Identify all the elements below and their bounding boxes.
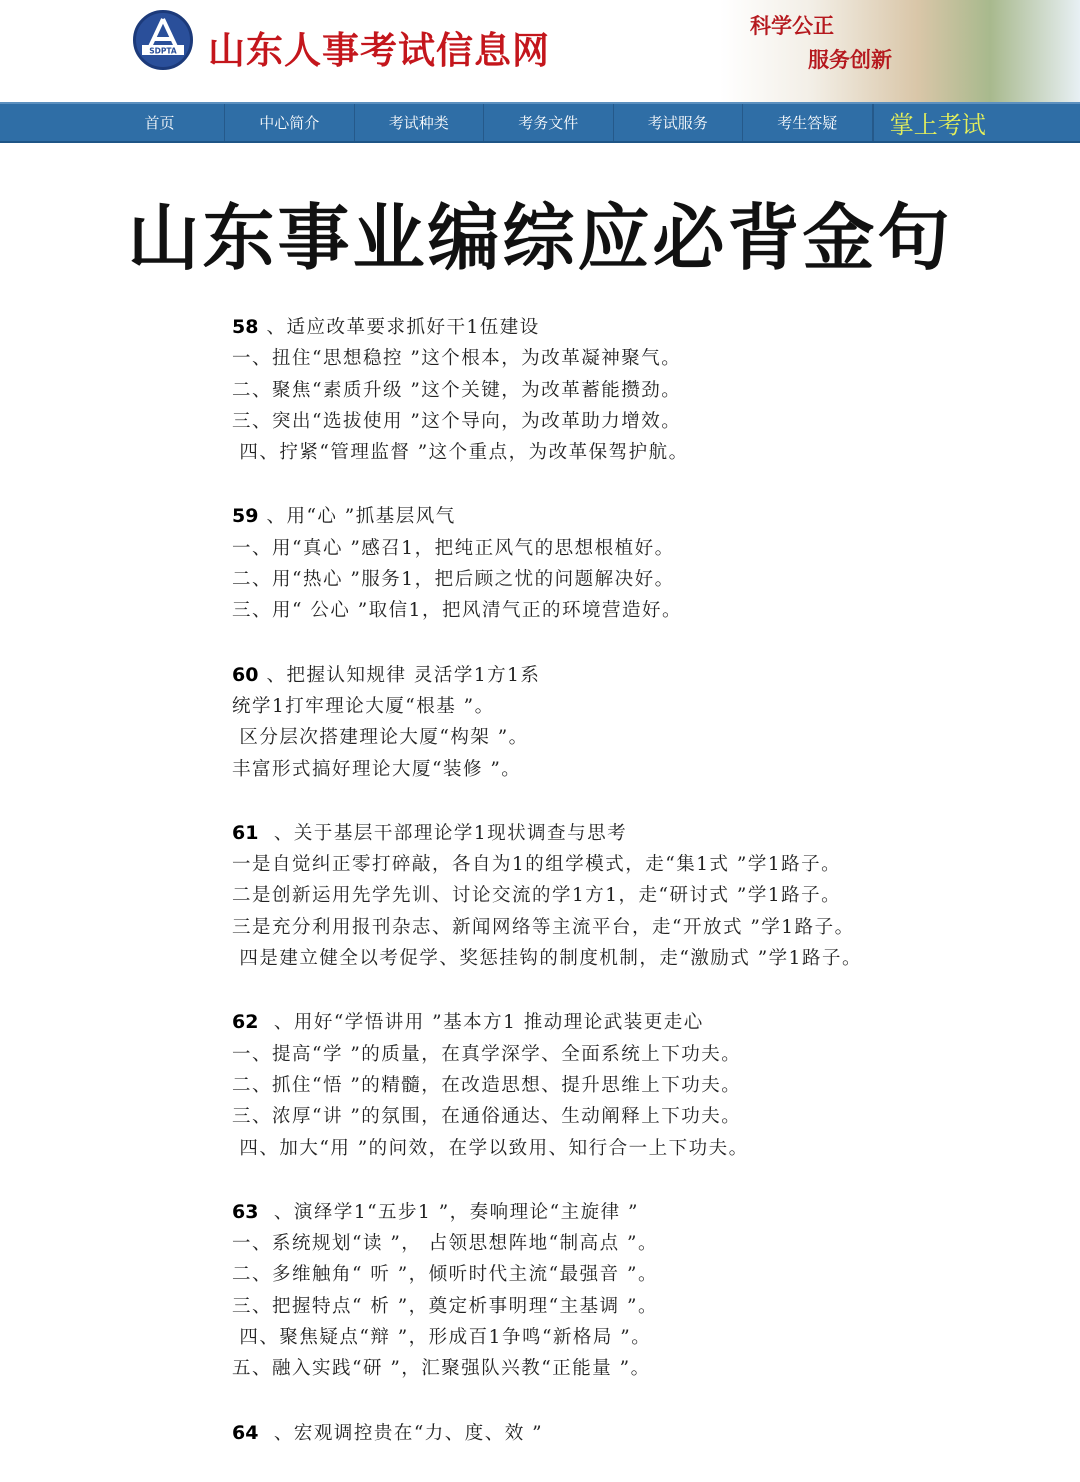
section-heading-text: 、关于基层干部理论学1现状调查与思考 bbox=[266, 822, 628, 844]
section-number: 63 bbox=[232, 1200, 259, 1223]
section-heading bbox=[232, 1197, 1052, 1228]
quote-section bbox=[232, 1418, 1052, 1449]
section-heading-text: 、把握认知规律 灵活学1方1系 bbox=[266, 664, 541, 686]
section-line: 三、突出“选拔使用 ”这个导向，为改革助力增效。 bbox=[232, 410, 682, 432]
quote-section bbox=[232, 818, 1052, 974]
section-heading-text: 、宏观调控贵在“力、度、效 ” bbox=[266, 1422, 544, 1444]
section-line: 四是建立健全以考促学、奖惩挂钩的制度机制，走“激励式 ”学1路子。 bbox=[232, 948, 862, 970]
section-line: 四、聚焦疑点“辩 ”，形成百1争鸣“新格局 ”。 bbox=[232, 1327, 652, 1349]
quote-section bbox=[232, 1007, 1052, 1163]
section-line: 三是充分利用报刊杂志、新闻网络等主流平台，走“开放式 ”学1路子。 bbox=[232, 916, 855, 938]
section-number: 58 bbox=[232, 316, 259, 338]
section-line: 三、把握特点“ 析 ”，奠定析事明理“主基调 ”。 bbox=[232, 1295, 658, 1317]
section-heading-text: 、演绎学1“五步1 ”，奏响理论“主旋律 ” bbox=[266, 1201, 639, 1223]
section-line: 丰富形式搞好理论大厦“装修 ”。 bbox=[232, 758, 522, 780]
nav-exam-types[interactable]: 考试种类 bbox=[355, 104, 485, 141]
slogan-line-1: 科学公正 bbox=[750, 14, 834, 38]
section-heading bbox=[232, 312, 1052, 343]
section-heading bbox=[232, 660, 1052, 691]
section-line: 五、融入实践“研 ”，汇聚强队兴教“正能量 ”。 bbox=[232, 1358, 651, 1380]
section-line: 统学1打牢理论大厦“根基 ”。 bbox=[232, 695, 495, 717]
section-heading bbox=[232, 501, 1052, 532]
section-line: 二、聚焦“素质升级 ”这个关键，为改革蓄能攒劲。 bbox=[232, 379, 682, 401]
slogan-line-2: 服务创新 bbox=[808, 48, 892, 72]
sdpta-logo[interactable] bbox=[133, 10, 193, 70]
banner-image bbox=[720, 0, 1080, 102]
nav-home[interactable]: 首页 bbox=[95, 104, 225, 141]
section-line: 区分层次搭建理论大厦“构架 ”。 bbox=[232, 727, 529, 749]
section-line: 一是自觉纠正零打碎敲，各自为1的组学模式，走“集1式 ”学1路子。 bbox=[232, 854, 842, 876]
section-line: 一、系统规划“读 ”， 占领思想阵地“制高点 ”。 bbox=[232, 1233, 658, 1255]
quote-section bbox=[232, 312, 1052, 468]
section-heading bbox=[232, 818, 1052, 849]
main-nav bbox=[0, 102, 1080, 143]
page-title: 山东事业编综应必背金句 bbox=[127, 196, 953, 280]
section-line: 一、用“真心 ”感召1，把纯正风气的思想根植好。 bbox=[232, 537, 675, 559]
section-line: 四、加大“用 ”的问效，在学以致用、知行合一上下功夫。 bbox=[232, 1137, 749, 1159]
section-line: 一、提高“学 ”的质量，在真学深学、全面系统上下功夫。 bbox=[232, 1043, 742, 1065]
section-heading-text: 、用“心 ”抓基层风气 bbox=[266, 506, 456, 528]
nav-center-intro[interactable]: 中心简介 bbox=[225, 104, 355, 141]
section-line: 一、扭住“思想稳控 ”这个根本，为改革凝神聚气。 bbox=[232, 348, 682, 370]
section-line: 二是创新运用先学先训、讨论交流的学1方1，走“研讨式 ”学1路子。 bbox=[232, 885, 842, 907]
section-heading bbox=[232, 1007, 1052, 1038]
nav-faq[interactable]: 考生答疑 bbox=[743, 104, 873, 141]
section-line: 二、抓住“悟 ”的精髓，在改造思想、提升思维上下功夫。 bbox=[232, 1074, 742, 1096]
section-heading-text: 、用好“学悟讲用 ”基本方1 推动理论武装更走心 bbox=[266, 1012, 704, 1034]
svg-text:SDPTA: SDPTA bbox=[149, 46, 177, 56]
section-line: 四、拧紧“管理监督 ”这个重点，为改革保驾护航。 bbox=[232, 442, 689, 464]
nav-mobile-exam[interactable]: 掌上考试 bbox=[873, 104, 1003, 141]
quote-section bbox=[232, 1197, 1052, 1385]
section-number: 60 bbox=[232, 663, 259, 686]
site-header bbox=[0, 0, 1080, 102]
site-title[interactable]: 山东人事考试信息网 bbox=[208, 29, 550, 72]
section-heading bbox=[232, 1418, 1052, 1449]
logo-emblem-icon bbox=[136, 13, 190, 67]
section-line: 三、浓厚“讲 ”的氛围，在通俗通达、生动阐释上下功夫。 bbox=[232, 1106, 742, 1128]
section-number: 59 bbox=[232, 505, 259, 528]
section-number: 64 bbox=[232, 1421, 259, 1444]
section-heading-text: 、适应改革要求抓好干1伍建设 bbox=[266, 317, 540, 338]
quote-section bbox=[232, 501, 1052, 626]
nav-exam-services[interactable]: 考试服务 bbox=[614, 104, 744, 141]
section-line: 二、用“热心 ”服务1，把后顾之忧的问题解决好。 bbox=[232, 569, 675, 591]
nav-exam-documents[interactable]: 考务文件 bbox=[484, 104, 614, 141]
article-body bbox=[232, 312, 1052, 1482]
section-line: 三、用“ 公心 ”取信1，把风清气正的环境营造好。 bbox=[232, 600, 682, 622]
quote-section bbox=[232, 660, 1052, 785]
section-number: 61 bbox=[232, 821, 259, 844]
section-line: 二、多维触角“ 听 ”，倾听时代主流“最强音 ”。 bbox=[232, 1264, 658, 1286]
section-number: 62 bbox=[232, 1011, 259, 1034]
